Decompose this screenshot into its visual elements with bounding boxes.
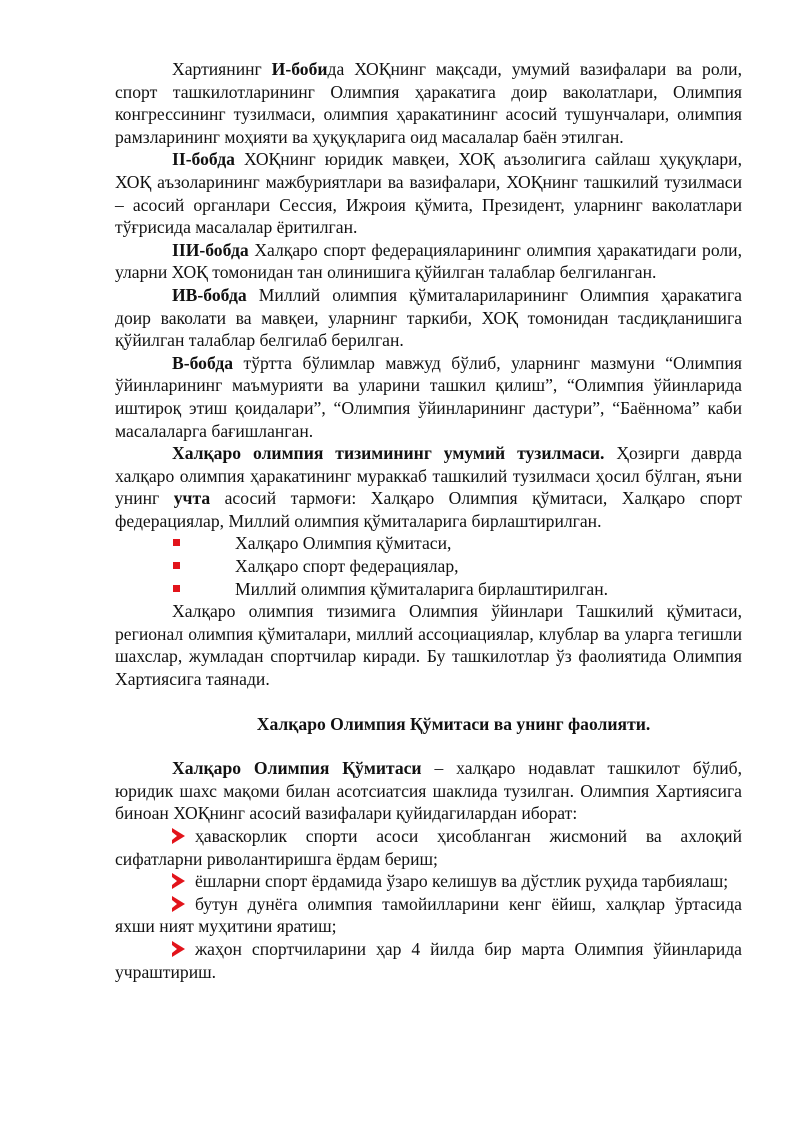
paragraph-chapter-4 [115, 284, 742, 352]
red-square-bullet-icon [173, 562, 180, 569]
list-item [115, 555, 742, 578]
list-item-text: Халқаро спорт федерациялар, [235, 556, 459, 577]
list-item [115, 938, 742, 983]
list-item-text: Миллий олимпия қўмиталарига бирлаштирилган. [235, 578, 609, 599]
list-item-text: бутун дунёга олимпия тамойилларини кенг ёйиш, халқлар ўртасида яхши ният муҳитини яратиш; [115, 893, 742, 937]
text: Хартиянинг [172, 59, 272, 79]
bold-term: Халқаро олимпия тизимининг умумий тузилмаси. [172, 443, 605, 464]
text: Халқаро спорт федерацияларининг олимпия ҳаракатидаги роли, уларни ХОҚ томонидан тан олинишига қўйилган талаблар белгиланган. [115, 239, 742, 283]
document-page [115, 58, 742, 983]
bold-term: II-бобда [172, 149, 235, 170]
list-item-text: ҳаваскорлик спорти асоси ҳисобланган жисмоний ва ахлоқий сифатларни риволантиришга ёрдам бериш; [115, 826, 742, 869]
list-item [115, 870, 742, 893]
bold-term: И-боби [271, 59, 328, 79]
list-item-text: Халқаро Олимпия қўмитаси, [235, 533, 452, 554]
bold-term: ИВ-бобда [172, 284, 247, 305]
bold-term: IIИ-бобда [172, 239, 249, 260]
red-arrow-bullet-icon [172, 941, 185, 957]
bold-term: учта [173, 488, 211, 509]
red-arrow-bullet-icon [172, 873, 185, 889]
list-item [115, 893, 742, 938]
arrow-bullet-list [115, 825, 742, 983]
list-item [115, 578, 742, 601]
list-item-text: ёшларни спорт ёрдамида ўзаро келишув ва дўстлик руҳида тарбиялаш; [195, 871, 729, 892]
bold-term: Халқаро Олимпия Қўмитаси [172, 758, 422, 779]
paragraph-structure [115, 442, 742, 532]
paragraph-chapter-1 [115, 58, 742, 148]
paragraph-system [115, 600, 742, 690]
red-arrow-bullet-icon [172, 828, 185, 844]
paragraph-chapter-2 [115, 148, 742, 238]
paragraph-chapter-3 [115, 239, 742, 284]
list-item [115, 532, 742, 555]
paragraph-ioc [115, 757, 742, 825]
list-item-text: жаҳон спортчиларини ҳар 4 йилда бир марта Олимпия ўйинларида учраштириш. [115, 938, 742, 982]
bold-term: В-бобда [172, 352, 234, 373]
text: Халқаро олимпия тизимига Олимпия ўйинлари Ташкилий қўмитаси, регионал олимпия қўмиталари, миллий ассоциациялар, клублар ва уларга тегишли шахслар, жумладан спортчилар киради. Бу ташкилотлар ўз фаолиятида Олимпия Хартиясига таянади. [115, 601, 742, 690]
text: – халқаро нодавлат ташкилот бўлиб, юридик шахс мақоми билан асотсиатсия шаклида тузилган. Олимпия Хартиясига биноан ХОҚнинг асосий вазифалари қуйидагилардан иборат: [115, 758, 742, 824]
text: Ҳозирги даврда халқаро олимпия ҳаракатининг мураккаб ташкилий тузилмаси ҳосил бўлган, яъни унинг [115, 443, 742, 509]
red-square-bullet-icon [173, 539, 180, 546]
text: ХОҚнинг юридик мавқеи, ХОҚ аъзолигига сайлаш ҳуқуқлари, ХОҚ аъзоларининг мажбуриятлари ва вазифалари, ХОҚнинг ташкилий тузилмаси – асосий органлари Сессия, Ижроия қўмита, Президент, уларнинг ваколатлари тўғрисида масалалар ёритилган. [115, 149, 742, 238]
red-arrow-bullet-icon [172, 896, 185, 912]
section-heading: Халқаро Олимпия Қўмитаси ва унинг фаолияти. [256, 713, 651, 734]
red-square-bullet-icon [173, 585, 180, 592]
text: Миллий олимпия қўмиталариларининг Олимпия ҳаракатига доир ваколати ва мавқеи, уларнинг таркиби, ХОҚ томонидан тасдиқланишига қўйилган талаблар белгилаб берилган. [115, 284, 742, 351]
text: да ХОҚнинг мақсади, умумий вазифалари ва роли, спорт ташкилотларининг Олимпия ҳаракатига доир ваколатлари, Олимпия конгрессининг тузилмаси, олимпия ҳаракатининг асосий тушунчалари, олимпия рамзларининг моҳияти ва ҳуқуқларига оид масалалар баён этилган. [115, 59, 742, 147]
paragraph-chapter-5 [115, 352, 742, 442]
list-item [115, 825, 742, 870]
square-bullet-list [115, 532, 742, 600]
text: тўртта бўлимлар мавжуд бўлиб, уларнинг мазмуни “Олимпия ўйинларининг маъмурияти ва уларини ташкил қилиш”, “Олимпия ўйинларида иштироқ этиш қоидалари”, “Олимпия ўйинларининг дастури”, “Баённома” каби масалаларга бағишланган. [115, 352, 742, 441]
text: асосий тармоғи: Халқаро Олимпия қўмитаси, Халқаро спорт федерациялар, Миллий олимпия қўмиталарига бирлаштирилган. [115, 488, 742, 531]
